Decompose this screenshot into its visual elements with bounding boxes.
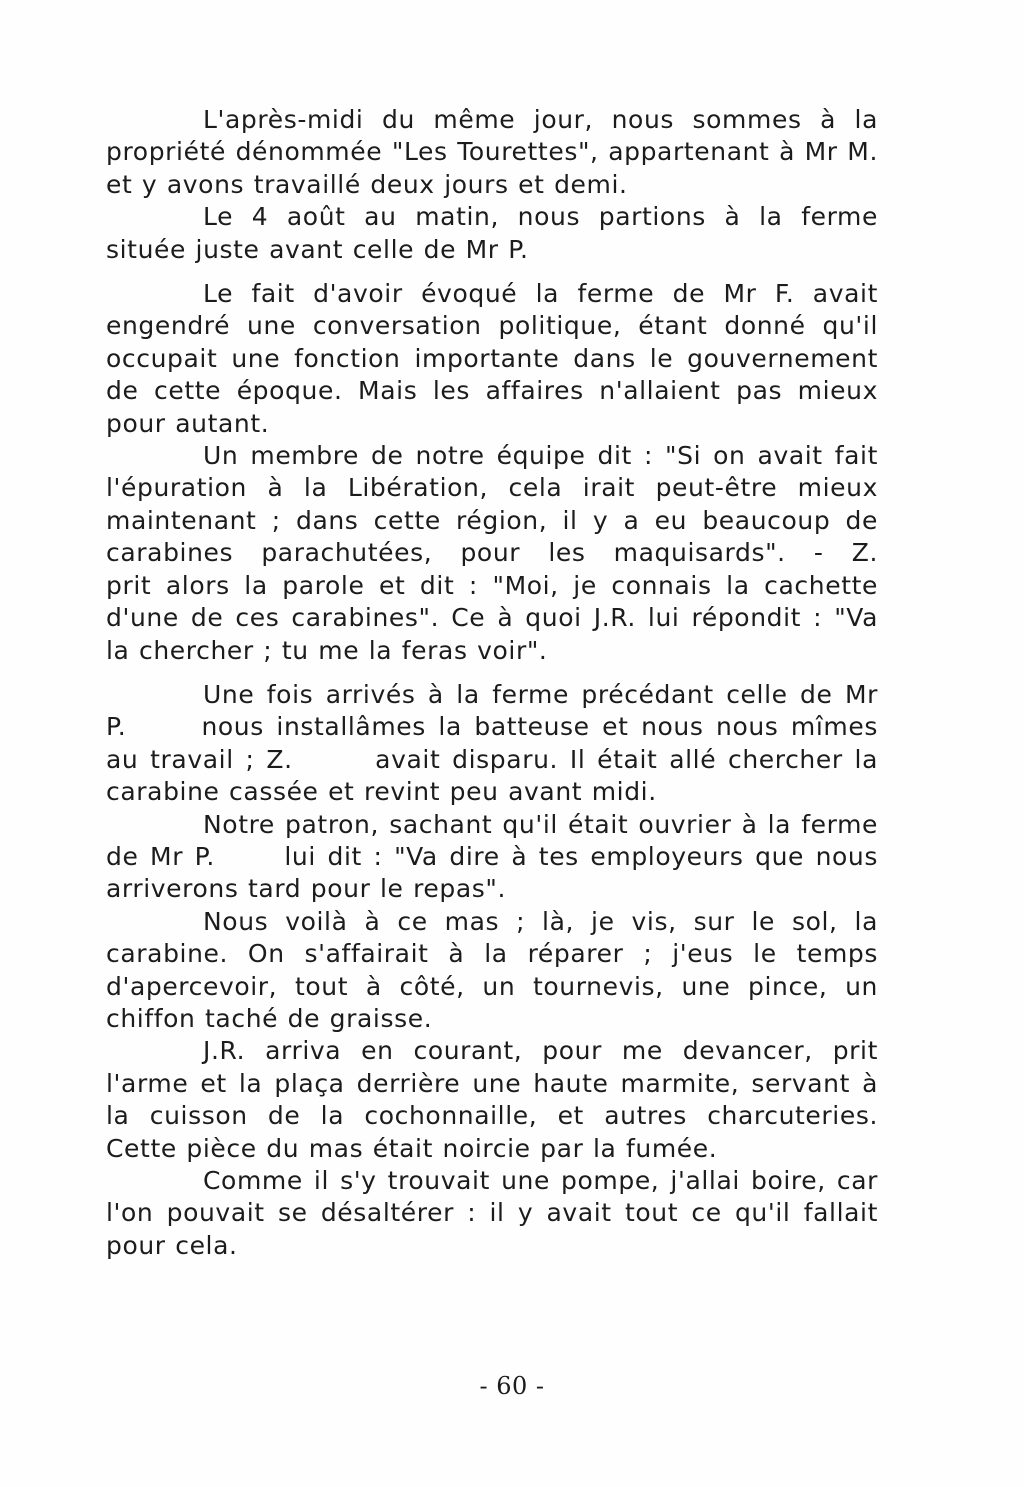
paragraph-8: J.R. arriva en courant, pour me devancer, prit l'arme et la plaça derrière une haute marmite, servant à la cuisson de la cochonnaille, et autres charcuteries. Cette pièce du mas était noircie par la fumée. xyxy=(106,1036,888,1163)
paragraph-7: Nous voilà à ce mas ; là, je vis, sur le sol, la carabine. On s'affairait à la réparer ; j'eus le temps d'apercevoir, tout à côté, un tournevis, une pince, un chiffon taché de graisse. xyxy=(106,906,888,1033)
body-text xyxy=(106,104,945,1262)
paragraph-9: Comme il s'y trouvait une pompe, j'allai boire, car l'on pouvait se désaltérer : il y avait tout ce qu'il fallait pour cela. xyxy=(106,1166,888,1260)
paragraph-3: Le fait d'avoir évoqué la ferme de Mr F. avait engendré une conversation politique, étant donné qu'il occupait une fonction importante dans le gouvernement de cette époque. Mais les affaires n'allaient pas mieux pour autant. xyxy=(106,279,888,438)
paragraph-4: Un membre de notre équipe dit : "Si on avait fait l'épuration à la Libération, cela irait peut-être mieux maintenant ; dans cette région, il y a eu beaucoup de carabines parachutées, pour les maquisards". - Z. prit alors la parole et dit : "Moi, je connais la cachette d'une de ces carabines". Ce à quoi J.R. lui répondit : "Va la chercher ; tu me la feras voir". xyxy=(106,441,945,665)
paragraph-2: Le 4 août au matin, nous partions à la ferme située juste avant celle de Mr P. xyxy=(106,202,888,264)
paragraph-1: L'après-midi du même jour, nous sommes à la propriété dénommée "Les Tourettes", appartenant à Mr M. et y avons travaillé deux jours et demi. xyxy=(106,105,945,199)
paragraph-5: Une fois arrivés à la ferme précédant celle de Mr P. nous installâmes la batteuse et nous nous mîmes au travail ; Z. avait disparu. Il était allé chercher la carabine cassée et revint peu avant midi. xyxy=(106,679,888,807)
page-number: - 60 - xyxy=(479,1372,545,1400)
paragraph-6: Notre patron, sachant qu'il était ouvrier à la ferme de Mr P. lui dit : "Va dire à tes employeurs que nous arriverons tard pour le repas". xyxy=(106,809,888,904)
